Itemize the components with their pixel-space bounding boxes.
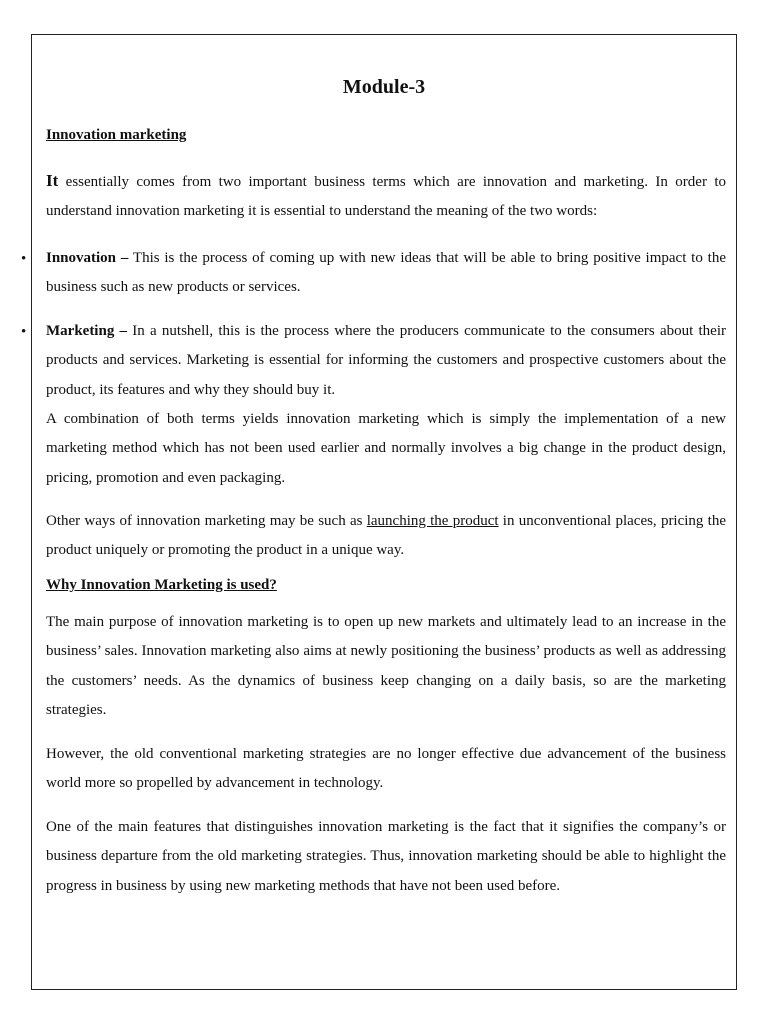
launching-product-link[interactable]: launching the product xyxy=(366,513,499,529)
conventional-paragraph: However, the old conventional marketing strategies are no longer effective due advancement of the business world more so propelled by advancement in technology. xyxy=(46,746,726,792)
purpose-paragraph: The main purpose of innovation marketing is to open up new markets and ultimately lead to an increase in the business’ sales. Innovation marketing also aims at newly positioning the business’ products as well as addressing the customers’ needs. As the dynamics of business keep changing on a daily basis, so are the marketing strategies. xyxy=(46,614,726,718)
other-ways-text-start: Other ways of innovation marketing may be such as xyxy=(46,513,367,529)
bullet-term-marketing: Marketing – xyxy=(46,323,128,339)
bullet-item-innovation xyxy=(46,244,726,303)
other-ways-text-end: in unconventional places, pricing the product uniquely or promoting the product in a unique way. xyxy=(46,513,727,559)
other-ways-paragraph xyxy=(46,507,726,566)
bullet-text-marketing: In a nutshell, this is the process where the producers communicate to the consumers about their products and services. Marketing is essential for informing the customers and prospective customers about the product, its features and why they should buy it. xyxy=(46,323,726,398)
bullet-marker-marketing: • xyxy=(21,324,27,340)
intro-lead-word: It xyxy=(46,171,59,190)
bullet-term-innovation: Innovation – xyxy=(46,250,129,266)
section-heading-why-used: Why Innovation Marketing is used? xyxy=(46,577,277,593)
intro-paragraph xyxy=(46,166,726,227)
combination-paragraph: A combination of both terms yields innovation marketing which is simply the implementation of a new marketing method which has not been used earlier and normally involves a big change in the product design, pricing, promotion and even packaging. xyxy=(46,411,726,486)
bullet-item-marketing xyxy=(46,317,726,405)
intro-text: essentially comes from two important business terms which are innovation and marketing. In order to understand innovation marketing it is essential to understand the meaning of the two words: xyxy=(46,174,726,220)
page-title: Module-3 xyxy=(342,76,426,98)
bullet-text-innovation: This is the process of coming up with new ideas that will be able to bring positive impact to the business such as new products or services. xyxy=(46,250,726,296)
bullet-marker-innovation: • xyxy=(21,251,27,267)
section-heading-innovation-marketing: Innovation marketing xyxy=(46,127,187,143)
features-paragraph: One of the main features that distinguishes innovation marketing is the fact that it signifies the company’s or business departure from the old marketing strategies. Thus, innovation marketing should be able to highlight the progress in business by using new marketing methods that have not been used before. xyxy=(46,819,726,894)
